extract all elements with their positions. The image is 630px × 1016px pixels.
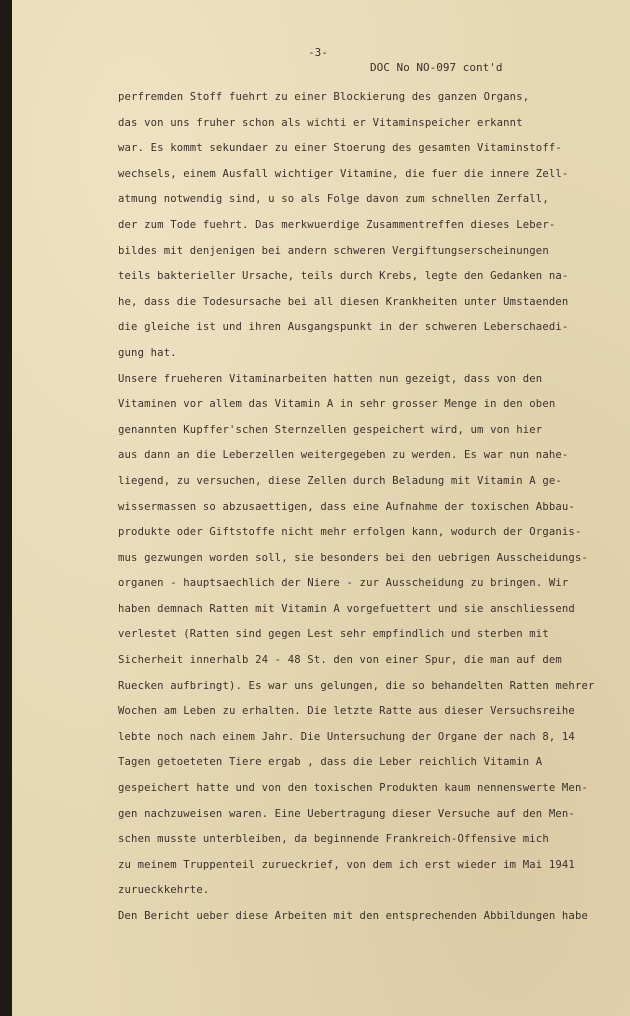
document-page [12,0,630,1016]
text-line: gespeichert hatte und von den toxischen Produkten kaum nennenswerte Men- [118,782,589,795]
text-line: wissermassen so abzusaettigen, dass eine Aufnahme der toxischen Abbau- [118,500,575,513]
text-line: he, dass die Todesursache bei all diesen Krankheiten unter Umstaenden [118,295,569,308]
text-line: gen nachzuweisen waren. Eine Uebertragung dieser Versuche auf den Men- [118,807,575,820]
text-line: Den Bericht ueber diese Arbeiten mit den entsprechenden Abbildungen habe [118,910,589,922]
page-number: -3- [308,46,328,59]
text-line: zu meinem Truppenteil zurueckrief, von dem ich erst wieder im Mai 1941 [118,858,575,871]
text-line: der zum Tode fuehrt. Das merkwuerdige Zusammentreffen dieses Leber- [118,218,556,231]
text-line: bildes mit denjenigen bei andern schweren Vergiftungserscheinungen [118,244,549,257]
text-line: haben demnach Ratten mit Vitamin A vorgefuettert und sie anschliessend [118,602,575,615]
text-line: schen musste unterbleiben, da beginnende Frankreich-Offensive mich [118,833,549,846]
text-line: liegend, zu versuchen, diese Zellen durch Beladung mit Vitamin A ge- [118,474,562,487]
text-line: mus gezwungen worden soll, sie besonders bei den uebrigen Ausscheidungs- [118,551,589,564]
text-line: aus dann an die Leberzellen weitergegeben zu werden. Es war nun nahe- [118,449,569,462]
text-line: Tagen getoeteten Tiere ergab , dass die Leber reichlich Vitamin A [118,756,543,769]
text-line: genannten Kupffer'schen Sternzellen gespeichert wird, um von hier [118,423,543,436]
text-line: war. Es kommt sekundaer zu einer Stoerung des gesamten Vitaminstoff- [118,142,562,155]
text-line: atmung notwendig sind, u so als Folge davon zum schnellen Zerfall, [118,193,549,206]
text-line: teils bakterieller Ursache, teils durch Krebs, legte den Gedanken na- [118,270,569,283]
text-line: gung hat. [118,346,177,359]
text-line: Vitaminen vor allem das Vitamin A in sehr grosser Menge in den oben [118,398,556,411]
text-line: perfremden Stoff fuehrt zu einer Blockierung des ganzen Organs, [118,91,530,103]
scan-left-edge [0,0,12,1016]
text-line: produkte oder Giftstoffe nicht mehr erfolgen kann, wodurch der Organis- [118,526,582,539]
text-line: zurueckkehrte. [118,884,210,897]
body-text [118,85,595,930]
text-line: organen - hauptsaechlich der Niere - zur Ausscheidung zu bringen. Wir [118,577,569,590]
text-line: Ruecken aufbringt). Es war uns gelungen, die so behandelten Ratten mehrer [118,679,595,692]
text-line: lebte noch nach einem Jahr. Die Untersuchung der Organe der nach 8, 14 [118,730,575,743]
document-reference: DOC No NO-097 cont'd [370,61,503,74]
text-line: die gleiche ist und ihren Ausgangspunkt in der schweren Leberschaedi- [118,321,569,334]
text-line: wechsels, einem Ausfall wichtiger Vitamine, die fuer die innere Zell- [118,167,569,180]
text-line: das von uns fruher schon als wichti er Vitaminspeicher erkannt [118,116,523,129]
text-line: Unsere frueheren Vitaminarbeiten hatten nun gezeigt, dass von den [118,372,543,385]
text-line: Sicherheit innerhalb 24 - 48 St. den von einer Spur, die man auf dem [118,654,562,667]
text-line: verlestet (Ratten sind gegen Lest sehr empfindlich und sterben mit [118,628,549,641]
text-line: Wochen am Leben zu erhalten. Die letzte Ratte aus dieser Versuchsreihe [118,705,575,718]
